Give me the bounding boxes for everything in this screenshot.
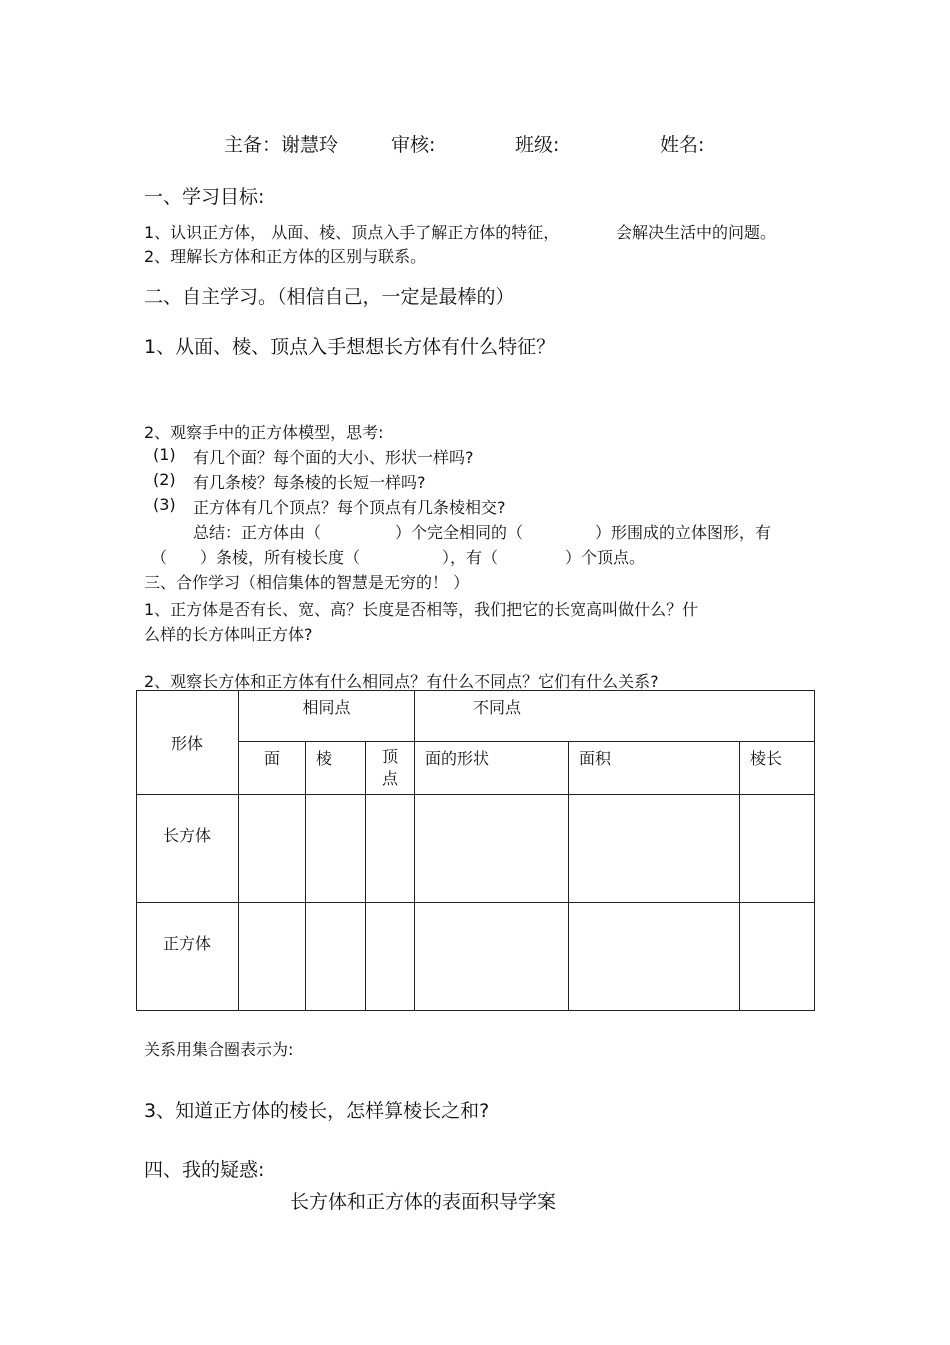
name-label: 姓名: [660, 134, 705, 156]
col-face-header: 面 [239, 742, 306, 795]
different-points-header: 不同点 [415, 691, 815, 742]
sub-q3: 正方体有几个顶点？每个顶点有几条棱相交? [193, 498, 506, 517]
coop-q1-line1: 1、正方体是否有长、宽、高？长度是否相等，我们把它的长宽高叫做什么？什 [144, 600, 699, 619]
col-edge-header: 棱 [306, 742, 366, 795]
sub-q1: 有几个面？每个面的大小、形状一样吗? [193, 448, 474, 467]
table-cell [740, 795, 815, 903]
table-cell [366, 903, 415, 1011]
comparison-table [136, 690, 815, 1011]
coop-q3: 3、知道正方体的棱长，怎样算棱长之和? [144, 1100, 490, 1122]
table-row [137, 903, 815, 1011]
col-area-header: 面积 [569, 742, 740, 795]
author-label: 主备：谢慧玲 [224, 134, 339, 156]
col-vertex-header: 顶 点 [366, 742, 415, 795]
goal-item-1: 1、认识正方体， 从面、棱、顶点入手了解正方体的特征， [144, 223, 560, 242]
row-cuboid-label: 长方体 [137, 795, 239, 903]
sub-q3-number: (3) [153, 495, 176, 514]
section1-title: 一、学习目标: [144, 186, 265, 208]
reviewer-label: 审核: [391, 134, 436, 156]
coop-q1-line2: 么样的长方体叫正方体? [144, 625, 313, 644]
coop-q2: 2、观察长方体和正方体有什么相同点？有什么不同点？它们有什么关系? [144, 672, 659, 691]
table-row [137, 795, 815, 903]
summary2-part-c: ），有（ [442, 548, 499, 567]
section2-title: 二、自主学习。（相信自己，一定是最棒的） [144, 286, 515, 308]
sub-q1-number: (1) [153, 445, 176, 464]
relation-label: 关系用集合圈表示为: [144, 1040, 294, 1059]
summary2-part-d: ）个顶点。 [565, 548, 646, 567]
summary2-part-a: （ [151, 548, 168, 567]
section4-title: 四、我的疑惑: [144, 1159, 265, 1181]
table-cell [740, 903, 815, 1011]
col-shape-header: 形体 [137, 691, 239, 795]
sub-q2: 有几条棱？每条棱的长短一样吗? [193, 473, 426, 492]
table-cell [239, 903, 306, 1011]
same-points-header: 相同点 [239, 691, 415, 742]
next-lesson-title: 长方体和正方体的表面积导学案 [290, 1191, 557, 1213]
table-cell [306, 903, 366, 1011]
row-cube-label: 正方体 [137, 903, 239, 1011]
self-study-q2: 2、观察手中的正方体模型，思考: [144, 423, 384, 442]
sub-q2-number: (2) [153, 470, 176, 489]
summary-part-c: ）形围成的立体图形，有 [595, 523, 772, 542]
summary2-part-b: ）条棱，所有棱长度（ [200, 548, 361, 567]
section3-title: 三、合作学习（相信集体的智慧是无穷的！ ） [144, 573, 470, 592]
table-cell [569, 795, 740, 903]
col-face-shape-header: 面的形状 [415, 742, 569, 795]
table-cell [569, 903, 740, 1011]
table-cell [415, 795, 569, 903]
summary-part-a: 总结：正方体由（ [193, 523, 322, 542]
goal-item-2: 2、理解长方体和正方体的区别与联系。 [144, 247, 427, 266]
class-label: 班级: [515, 134, 560, 156]
table-cell [415, 903, 569, 1011]
col-edge-length-header: 棱长 [740, 742, 815, 795]
table-cell [306, 795, 366, 903]
self-study-q1: 1、从面、棱、顶点入手想想长方体有什么特征？ [144, 336, 556, 358]
table-cell [239, 795, 306, 903]
summary-part-b: ）个完全相同的（ [395, 523, 524, 542]
table-cell [366, 795, 415, 903]
goal-item-1-tail: 会解决生活中的问题。 [616, 223, 777, 242]
